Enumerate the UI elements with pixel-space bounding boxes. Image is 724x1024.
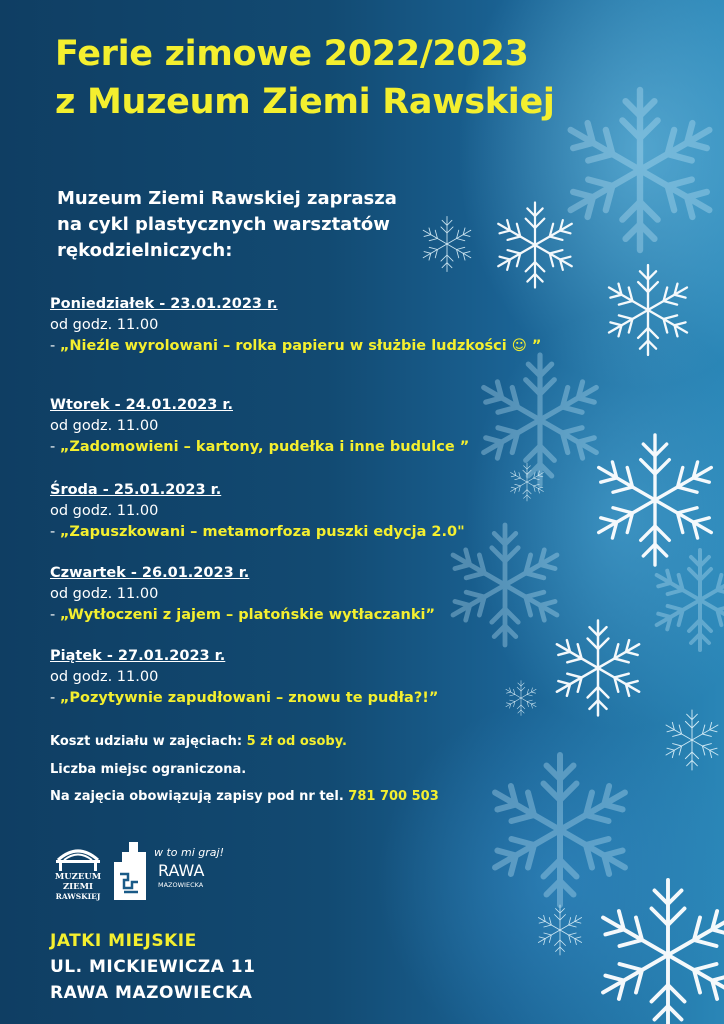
event-tuesday [50,395,469,458]
event-dash: - [50,690,60,706]
muzeum-logo-line2: ZIEMI [62,882,94,892]
cost-value: 5 zł od osoby. [246,734,347,749]
event-day: Piątek - 27.01.2023 r. [50,648,226,664]
event-topic [50,605,435,626]
event-monday [50,294,541,357]
event-topic [50,522,465,543]
cost-info [50,733,347,751]
event-topic [50,688,438,709]
event-topic-title: „Nieźle wyrolowani – rolka papieru w służbie ludzkości ☺ ” [59,338,542,354]
muzeum-logo [50,838,106,902]
event-time: od godz. 11.00 [50,586,159,602]
rawa-logo-sub: MAZOWIECKA [158,881,204,889]
event-topic-title: „Zadomowieni – kartony, pudełka i inne budulce ” [59,439,470,455]
event-wednesday [50,480,465,543]
city-name: RAWA MAZOWIECKA [50,983,253,1003]
event-dash: - [50,524,60,540]
title-line-2: z Muzeum Ziemi Rawskiej [55,82,555,122]
event-time: od godz. 11.00 [50,418,159,434]
limited-seats-info: Liczba miejsc ograniczona. [50,762,247,777]
intro-line: na cykl plastycznych warsztatów [57,214,390,235]
signup-info [50,788,439,806]
rawa-logo-name: RAWA [158,861,205,880]
event-dash: - [50,607,60,623]
event-topic [50,437,469,458]
intro-line: rękodzielniczych: [57,240,233,261]
event-time: od godz. 11.00 [50,503,159,519]
rawa-logo [112,838,242,902]
intro-text [57,186,397,264]
event-day: Czwartek - 26.01.2023 r. [50,565,250,581]
venue-name: JATKI MIEJSKIE [50,931,197,951]
event-topic [50,336,541,357]
event-dash: - [50,338,60,354]
address-block [50,928,255,1006]
event-topic-title: „Wytłoczeni z jajem – platońskie wytłaczanki” [59,607,435,623]
event-day: Wtorek - 24.01.2023 r. [50,397,233,413]
rawa-logo-slogan: w to mi graj! [154,846,225,859]
event-topic-title: „Zapuszkowani – metamorfoza puszki edycja 2.0" [59,524,465,540]
intro-line: Muzeum Ziemi Rawskiej zaprasza [57,188,397,209]
page-title [55,30,555,126]
event-topic-title: „Pozytywnie zapudłowani – znowu te pudła?!” [59,690,439,706]
event-dash: - [50,439,60,455]
event-time: od godz. 11.00 [50,317,159,333]
signup-label: Na zajęcia obowiązują zapisy pod nr tel. [50,789,349,804]
street-address: UL. MICKIEWICZA 11 [50,957,256,977]
muzeum-logo-line1: MUZEUM [54,872,102,882]
event-thursday [50,563,435,626]
cost-label: Koszt udziału w zajęciach: [50,734,247,749]
muzeum-logo-line3: RAWSKIEJ [55,892,101,901]
phone-number: 781 700 503 [348,789,439,804]
event-day: Poniedziałek - 23.01.2023 r. [50,296,278,312]
title-line-1: Ferie zimowe 2022/2023 [55,34,529,74]
event-time: od godz. 11.00 [50,669,159,685]
event-day: Środa - 25.01.2023 r. [50,482,222,498]
event-friday [50,646,438,709]
